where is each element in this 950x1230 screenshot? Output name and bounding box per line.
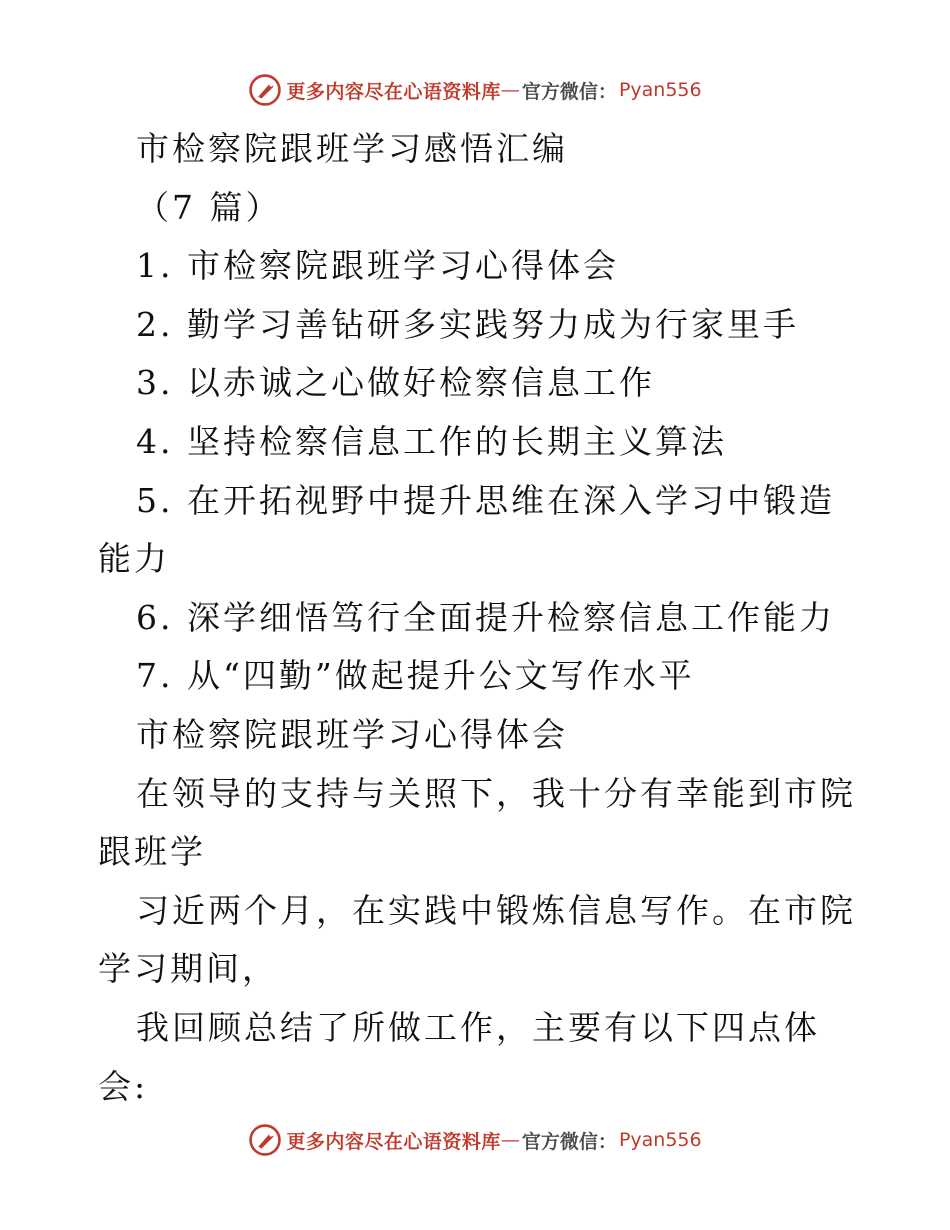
- toc-text: 深学细悟笃行全面提升检察信息工作能力: [187, 597, 835, 637]
- toc-text: 坚持检察信息工作的长期主义算法: [187, 421, 727, 461]
- watermark-brand: 更多内容尽在心语资料库: [286, 1130, 501, 1153]
- toc-number: 2.: [136, 304, 174, 344]
- section-title: 市检察院跟班学习心得体会: [136, 714, 568, 754]
- watermark-label: 官方微信：: [521, 80, 617, 103]
- toc-item: [98, 472, 858, 589]
- document-subtitle: （7 篇）: [136, 187, 282, 227]
- toc-item: [98, 413, 858, 472]
- toc-item: [98, 589, 858, 648]
- body-paragraph: 习近两个月，在实践中锻炼信息写作。在市院学习期间，: [98, 890, 856, 989]
- toc-number: 3.: [136, 363, 174, 403]
- toc-number: 7.: [136, 656, 174, 696]
- watermark-dash: —: [500, 79, 520, 101]
- toc-item: [98, 237, 858, 296]
- toc-text: 市检察院跟班学习心得体会: [187, 246, 619, 286]
- toc-text: 在开拓视野中提升思维在深入学习中锻造能力: [98, 480, 835, 579]
- document-body: [98, 120, 858, 1116]
- watermark-account: Pyan556: [618, 79, 702, 101]
- body-paragraph: 在领导的支持与关照下，我十分有幸能到市院跟班学: [98, 773, 856, 872]
- header-watermark: [0, 72, 950, 108]
- pen-nib-logo-icon: [248, 1123, 282, 1157]
- toc-number: 1.: [136, 246, 174, 286]
- toc-text: 以赤诚之心做好检察信息工作: [187, 363, 655, 403]
- pen-nib-logo-icon: [248, 73, 282, 107]
- watermark-label: 官方微信：: [521, 1130, 617, 1153]
- toc-number: 6.: [136, 597, 174, 637]
- document-title: 市检察院跟班学习感悟汇编: [136, 129, 568, 168]
- watermark-account: Pyan556: [618, 1129, 702, 1151]
- toc-number: 5.: [136, 480, 174, 520]
- body-paragraph: 我回顾总结了所做工作，主要有以下四点体会:: [98, 1007, 820, 1106]
- table-of-contents: [98, 237, 858, 706]
- watermark-brand: 更多内容尽在心语资料库: [286, 80, 501, 103]
- toc-item: [98, 354, 858, 413]
- footer-watermark: [0, 1122, 950, 1158]
- toc-text: 从“四勤”做起提升公文写作水平: [187, 656, 695, 696]
- toc-text: 勤学习善钻研多实践努力成为行家里手: [187, 304, 799, 344]
- watermark-dash: —: [500, 1129, 520, 1151]
- toc-item: [98, 647, 858, 706]
- toc-item: [98, 296, 858, 355]
- toc-number: 4.: [136, 421, 174, 461]
